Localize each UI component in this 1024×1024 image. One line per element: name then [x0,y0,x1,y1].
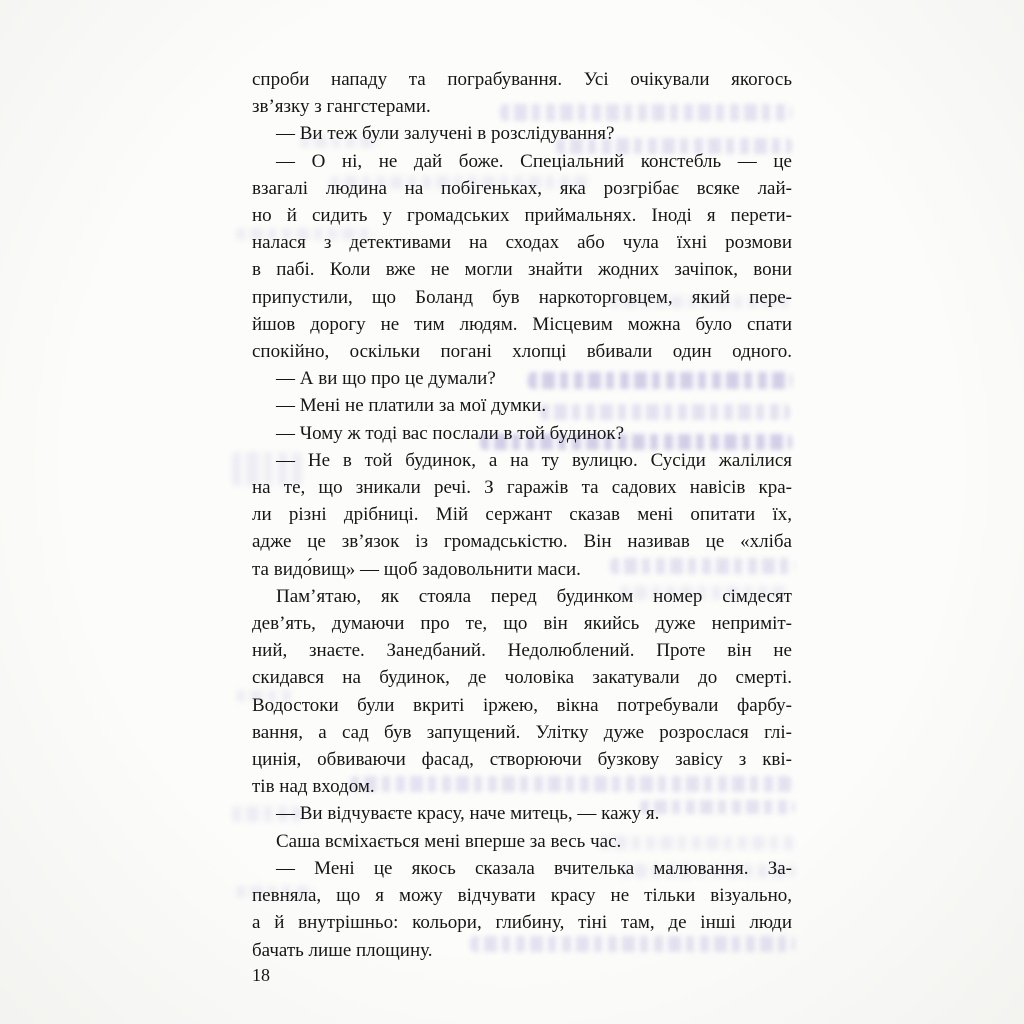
text-line: — Не в той будинок, а на ту вулицю. Сусіди жалілися [276,449,792,471]
page-text [252,66,792,964]
text-line: Водостоки були вкриті іржею, вікна потребували фарбу- [252,694,792,716]
text-line: та видо́вищ» — щоб задовольнити маси. [252,558,581,580]
text-line: в пабі. Коли вже не могли знайти жодних зачіпок, вони [252,259,792,281]
text-line: Саша всміхається мені вперше за весь час. [276,830,622,852]
text-line: припустили, що Боланд був наркоторговцем, який пере- [252,286,792,308]
text-line: на те, що зникали речі. З гаражів та садових навісів кра- [252,477,792,499]
text-line: дев’ять, думаючи про те, що він якийсь дуже непримiт- [252,613,792,635]
text-line: тів над входом. [252,776,375,798]
text-line: йшов дорогу не тим людям. Місцевим можна було спати [252,313,792,335]
text-line: но й сидить у громадських приймальнях. Іноді я перети- [252,205,792,227]
text-line: ли різні дрібниці. Мій сержант сказав мені опитати їх, [252,504,792,526]
text-line: певняла, що я можу відчувати красу не тільки візуально, [252,885,792,907]
text-line: вання, а сад був запущений. Улітку дуже розрослася глі- [252,721,792,743]
text-line: цинія, обвиваючи фасад, створюючи бузкову завісу з кві- [252,749,792,771]
text-line: — Ви відчуваєте красу, наче митець, — кажу я. [276,803,660,825]
text-line: зв’язку з гангстерами. [252,96,431,118]
text-line: бачать лише площину. [252,939,433,961]
text-line: налася з детективами на сходах або чула їхні розмови [252,232,792,254]
text-line: взагалі людина на побігеньках, яка розгрібає всяке лай- [252,177,792,199]
text-line: спокійно, оскільки погані хлопці вбивали один одного. [252,341,792,363]
text-line: адже це зв’язок із громадськістю. Він називав це «хліба [252,531,792,553]
text-line: ний, знаєте. Занедбаний. Недолюблений. Проте він не [252,640,792,662]
text-line: — Ви теж були залучені в розслідування? [276,123,615,145]
text-line: — Мені не платили за мої думки. [276,395,547,417]
text-line: — Мені це якось сказала вчителька малювання. За- [276,857,792,879]
text-line: — Чому ж тоді вас послали в той будинок? [276,422,625,444]
text-line: скидався на будинок, де чоловіка закатували до смерті. [252,667,792,689]
text-line: а й внутрішньо: кольори, глибину, тіні там, де інші люди [252,912,792,934]
text-line: Пам’ятаю, як стояла перед будинком номер сімдесят [276,585,792,607]
text-line: — А ви що про це думали? [276,368,496,390]
page-number: 18 [252,965,270,985]
text-line: спроби нападу та пограбування. Усі очікували якогось [252,69,792,90]
text-line: — О ні, не дай боже. Спеціальний констебль — це [276,150,792,172]
